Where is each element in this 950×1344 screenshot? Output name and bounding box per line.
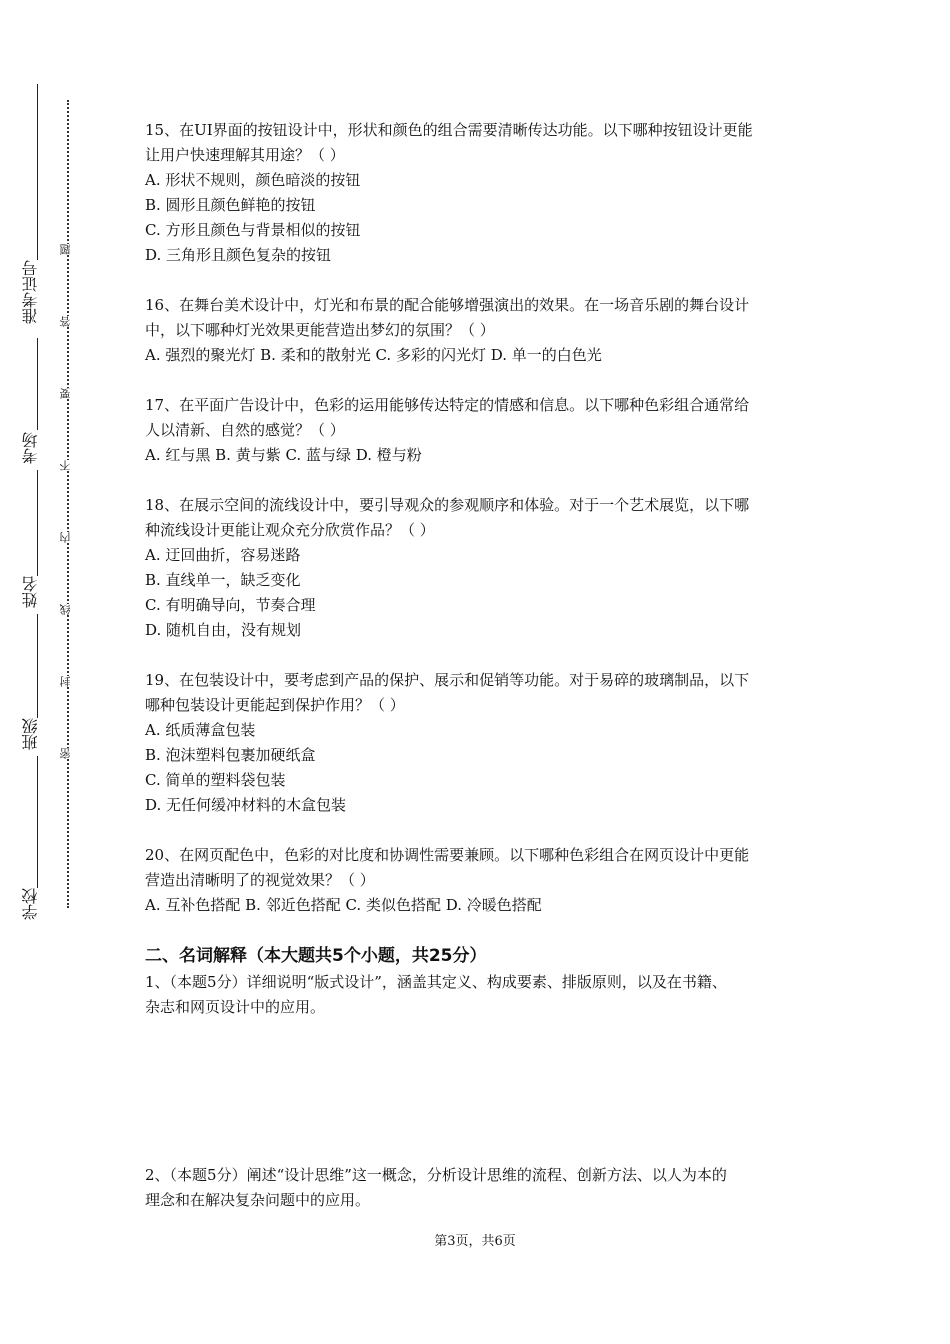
seal-dotted-line	[67, 100, 69, 908]
essay-question-1	[145, 970, 810, 1020]
name-label: 姓名	[21, 576, 40, 608]
field-line	[37, 756, 38, 888]
option: C. 简单的塑料袋包装	[145, 771, 286, 789]
question-17	[145, 393, 810, 468]
essay-text: 2、（本题5分）阐述“设计思维”这一概念，分析设计思维的流程、创新方法、以人为本的	[145, 1166, 727, 1184]
question-18	[145, 493, 810, 643]
question-stem: 种流线设计更能让观众充分欣赏作品？（ ）	[145, 521, 435, 539]
option: D. 无任何缓冲材料的木盒包装	[145, 796, 347, 814]
option: A. 形状不规则，颜色暗淡的按钮	[145, 171, 361, 189]
seal-char: 密	[60, 748, 76, 759]
option: D. 三角形且颜色复杂的按钮	[145, 246, 332, 264]
question-stem: 人以清新、自然的感觉？（ ）	[145, 421, 345, 439]
question-stem: 营造出清晰明了的视觉效果？（ ）	[145, 871, 375, 889]
option: D. 随机自由，没有规划	[145, 621, 302, 639]
class-label: 班级	[21, 718, 40, 750]
seal-char: 封	[60, 676, 76, 687]
question-16	[145, 293, 810, 368]
essay-text: 杂志和网页设计中的应用。	[145, 998, 326, 1016]
question-stem: 16、在舞台美术设计中，灯光和布景的配合能够增强演出的效果。在一场音乐剧的舞台设计	[145, 296, 750, 314]
question-stem: 18、在展示空间的流线设计中，要引导观众的参观顺序和体验。对于一个艺术展览，以下哪	[145, 496, 750, 514]
question-20	[145, 843, 810, 918]
question-stem: 20、在网页配色中，色彩的对比度和协调性需要兼顾。以下哪种色彩组合在网页设计中更能	[145, 846, 750, 864]
field-line	[37, 470, 38, 576]
option: A. 红与黑 B. 黄与紫 C. 蓝与绿 D. 橙与粉	[145, 446, 422, 464]
field-line	[37, 84, 38, 260]
essay-text: 理念和在解决复杂问题中的应用。	[145, 1191, 371, 1209]
question-stem: 中，以下哪种灯光效果更能营造出梦幻的氛围？（ ）	[145, 321, 495, 339]
seal-char: 答	[60, 316, 76, 327]
section-title: 二、名词解释（本大题共5个小题，共25分）	[145, 946, 487, 966]
essay-question-2	[145, 1163, 810, 1213]
school-label: 学校	[21, 888, 40, 920]
seal-char: 题	[60, 244, 76, 255]
option: A. 纸质薄盒包装	[145, 721, 256, 739]
field-line	[37, 614, 38, 718]
seal-char: 内	[60, 532, 76, 543]
option: B. 直线单一，缺乏变化	[145, 571, 301, 589]
question-stem: 让用户快速理解其用途？（ ）	[145, 146, 345, 164]
option: A. 强烈的聚光灯 B. 柔和的散射光 C. 多彩的闪光灯 D. 单一的白色光	[145, 346, 602, 364]
option: A. 迂回曲折，容易迷路	[145, 546, 301, 564]
option: C. 方形且颜色与背景相似的按钮	[145, 221, 361, 239]
question-19	[145, 668, 810, 818]
seal-char: 要	[60, 388, 76, 399]
question-stem: 15、在UI界面的按钮设计中，形状和颜色的组合需要清晰传达功能。以下哪种按钮设计更能	[145, 121, 753, 139]
seal-char: 线	[60, 604, 76, 615]
page-footer: 第3页，共6页	[434, 1234, 516, 1249]
question-stem: 哪种包装设计更能起到保护作用？（ ）	[145, 696, 405, 714]
exam-content	[145, 118, 810, 1020]
question-stem: 19、在包装设计中，要考虑到产品的保护、展示和促销等功能。对于易碎的玻璃制品，以下	[145, 671, 750, 689]
option: B. 圆形且颜色鲜艳的按钮	[145, 196, 316, 214]
question-stem: 17、在平面广告设计中，色彩的运用能够传达特定的情感和信息。以下哪种色彩组合通常给	[145, 396, 750, 414]
seal-char: 不	[60, 460, 76, 471]
exam-number-label: 准考证号	[21, 260, 40, 324]
essay-text: 1、（本题5分）详细说明“版式设计”，涵盖其定义、构成要素、排版原则，以及在书籍、	[145, 973, 727, 991]
option: B. 泡沫塑料包裹加硬纸盒	[145, 746, 316, 764]
exam-room-label: 考场	[21, 432, 40, 464]
question-15	[145, 118, 810, 268]
option: A. 互补色搭配 B. 邻近色搭配 C. 类似色搭配 D. 冷暖色搭配	[145, 896, 542, 914]
field-line	[37, 338, 38, 430]
binding-margin	[0, 0, 110, 1344]
option: C. 有明确导向，节奏合理	[145, 596, 316, 614]
